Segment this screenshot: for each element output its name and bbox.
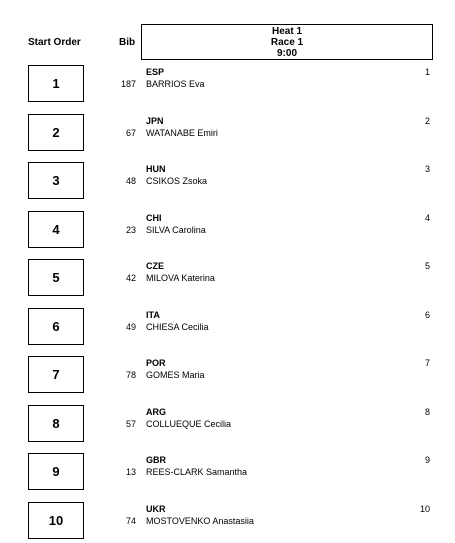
lane-number: 7 <box>424 358 430 368</box>
heat-label: Heat 1 <box>271 25 302 37</box>
athlete-name: REES-CLARK Samantha <box>146 467 248 477</box>
lane-number: 3 <box>424 164 430 174</box>
start-order-number: 4 <box>28 211 84 248</box>
lane-number: 6 <box>424 310 430 320</box>
athlete-name: COLLUEQUE Cecilia <box>146 419 232 429</box>
start-order-number: 6 <box>28 308 84 345</box>
country-code: JPN <box>146 116 164 126</box>
lane-number: 4 <box>424 213 430 223</box>
lane-number: 2 <box>424 116 430 126</box>
athlete-name: WATANABE Emiri <box>146 128 218 138</box>
bib-number: 74 <box>125 516 136 526</box>
athlete-name: MOSTOVENKO Anastasiia <box>146 516 254 526</box>
athlete-name: BARRIOS Eva <box>146 79 205 89</box>
bib-number: 48 <box>125 176 136 186</box>
entry-row <box>0 453 455 493</box>
bib-number: 42 <box>125 273 136 283</box>
start-order-number: 3 <box>28 162 84 199</box>
lane-number: 1 <box>424 67 430 77</box>
start-order-number: 1 <box>28 65 84 102</box>
bib-number: 187 <box>120 79 136 89</box>
entry-row <box>0 308 455 348</box>
lane-number: 8 <box>424 407 430 417</box>
country-code: ESP <box>146 67 165 77</box>
entry-row <box>0 114 455 154</box>
country-code: UKR <box>146 504 166 514</box>
bib-header: Bib <box>119 37 136 48</box>
entry-row <box>0 211 455 251</box>
country-code: ITA <box>146 310 160 320</box>
start-order-number: 5 <box>28 259 84 296</box>
race-time: 9:00 <box>276 47 297 59</box>
bib-number: 49 <box>125 322 136 332</box>
bib-number: 67 <box>125 128 136 138</box>
lane-number: 10 <box>419 504 430 514</box>
entry-row <box>0 502 455 542</box>
lane-number: 5 <box>424 261 430 271</box>
country-code: POR <box>146 358 166 368</box>
start-order-number: 2 <box>28 114 84 151</box>
country-code: CHI <box>146 213 162 223</box>
entry-row <box>0 405 455 445</box>
country-code: CZE <box>146 261 164 271</box>
bib-number: 23 <box>125 225 136 235</box>
start-order-number: 7 <box>28 356 84 393</box>
lane-number: 9 <box>424 455 430 465</box>
bib-number: 13 <box>125 467 136 477</box>
start-order-number: 9 <box>28 453 84 490</box>
athlete-name: CSIKOS Zsoka <box>146 176 208 186</box>
start-order-number: 10 <box>28 502 84 539</box>
start-order-number: 8 <box>28 405 84 442</box>
country-code: HUN <box>146 164 166 174</box>
athlete-name: CHIESA Cecilia <box>146 322 209 332</box>
bib-number: 57 <box>125 419 136 429</box>
bib-number: 78 <box>125 370 136 380</box>
athlete-name: GOMES Maria <box>146 370 205 380</box>
start-order-header: Start Order <box>28 37 81 48</box>
race-label: Race 1 <box>270 36 304 48</box>
entry-row <box>0 65 455 105</box>
entry-row <box>0 162 455 202</box>
entry-row <box>0 356 455 396</box>
country-code: ARG <box>146 407 166 417</box>
athlete-name: SILVA Carolina <box>146 225 206 235</box>
athlete-name: MILOVA Katerina <box>146 273 215 283</box>
country-code: GBR <box>146 455 166 465</box>
entry-row <box>0 259 455 299</box>
